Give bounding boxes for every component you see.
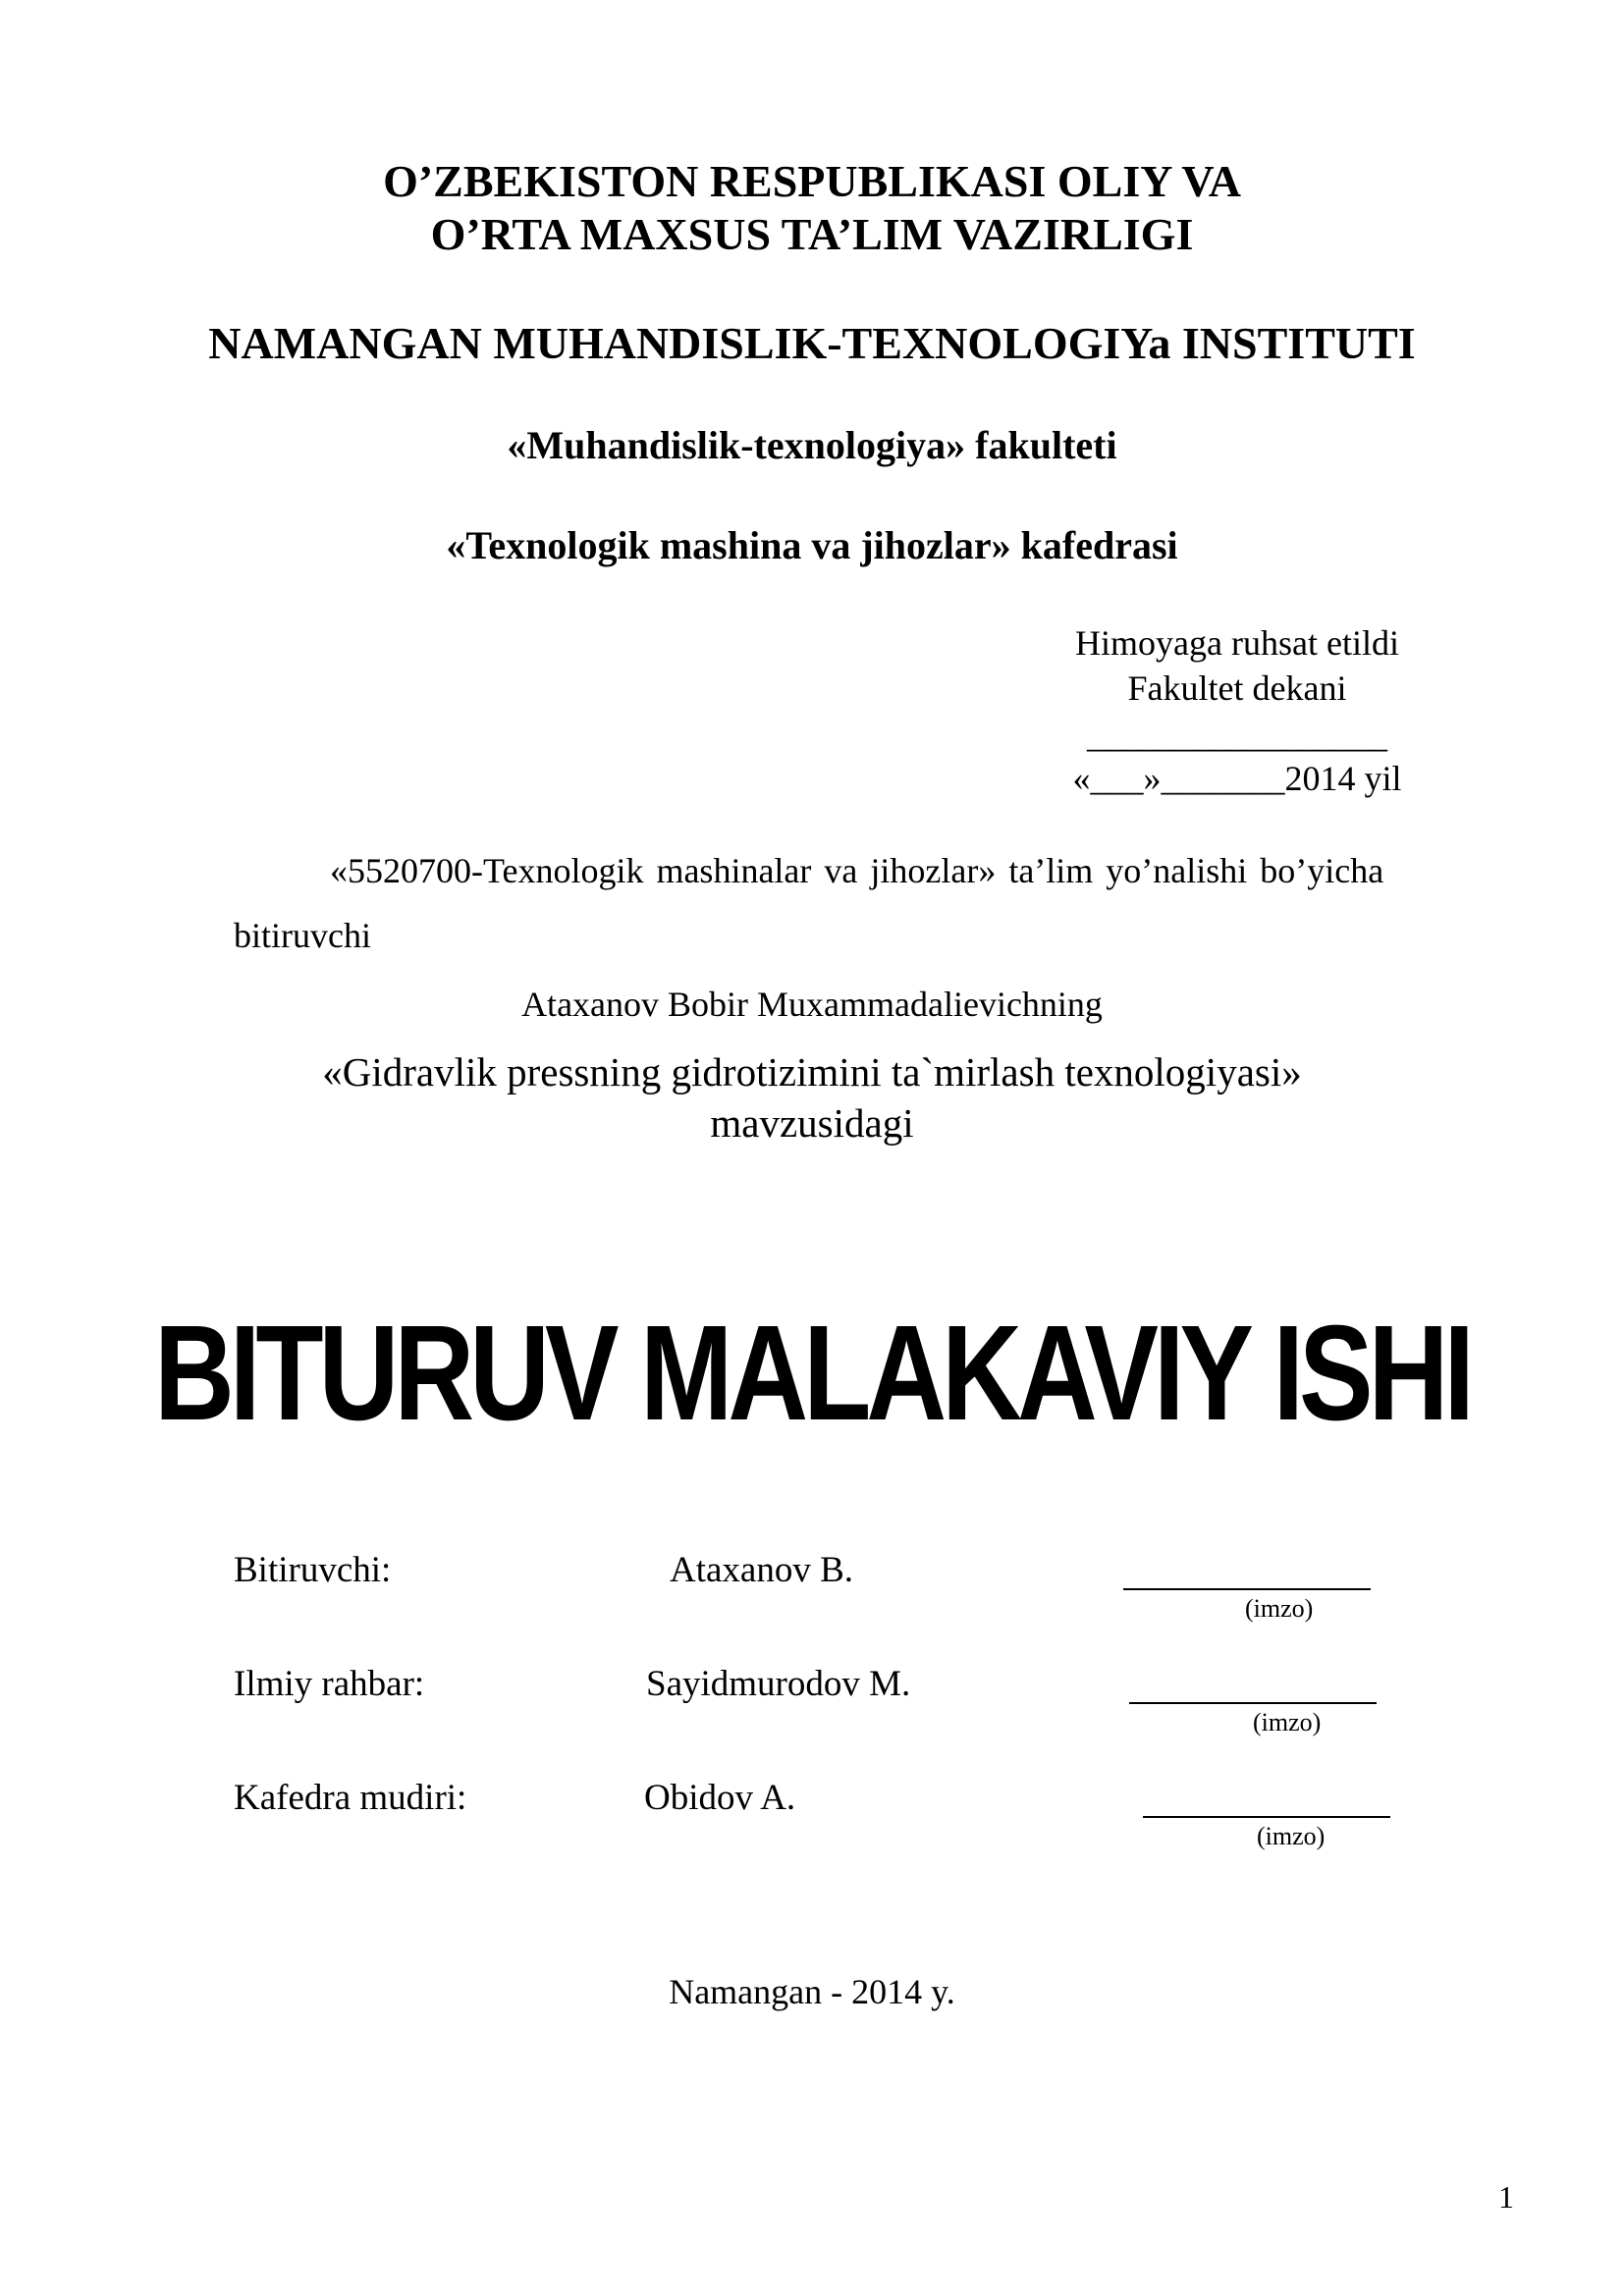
signature-line — [1123, 1588, 1371, 1590]
signature-note: (imzo) — [1257, 1822, 1326, 1850]
thesis-topic: «Gidravlik pressning gidrotizimini ta`mirlash texnologiyasi» — [322, 1049, 1302, 1095]
thesis-topic-suffix: mavzusidagi — [710, 1100, 914, 1146]
signature-name: Obidov A. — [644, 1778, 796, 1818]
approval-line-1: Himoyaga ruhsat etildi — [1075, 623, 1399, 663]
graduate-word: bitiruvchi — [234, 916, 371, 955]
signature-note: (imzo) — [1253, 1708, 1322, 1736]
direction-line: «5520700-Texnologik mashinalar va jihozlar» ta’lim yo’nalishi bo’yicha — [330, 851, 1384, 890]
signature-name: Sayidmurodov M. — [646, 1664, 911, 1704]
approval-date-line: «___»_______2014 yil — [1072, 759, 1402, 798]
place-and-year: Namangan - 2014 y. — [669, 1972, 955, 2011]
document-title: BITURUV MALAKAVIY ISHI — [154, 1298, 1470, 1449]
signature-line — [1129, 1702, 1377, 1704]
institute-name: NAMANGAN MUHANDISLIK-TEXNOLOGIYa INSTITUTI — [208, 318, 1416, 368]
ministry-title-line-1: O’ZBEKISTON RESPUBLIKASI OLIY VA — [383, 156, 1241, 206]
department-name: «Texnologik mashina va jihozlar» kafedrasi — [446, 523, 1178, 567]
approval-line-2: Fakultet dekani — [1127, 668, 1347, 708]
student-name: Ataxanov Bobir Muxammadalievichning — [521, 985, 1103, 1024]
approval-signature-line: _________________ — [1087, 716, 1387, 755]
signature-role: Kafedra mudiri: — [234, 1778, 467, 1818]
ministry-title-line-2: O’RTA MAXSUS TA’LIM VAZIRLIGI — [430, 209, 1194, 259]
signature-line — [1143, 1816, 1390, 1818]
signature-role: Ilmiy rahbar: — [234, 1664, 425, 1704]
signature-role: Bitiruvchi: — [234, 1550, 392, 1590]
signature-name: Ataxanov B. — [670, 1550, 854, 1590]
page-number: 1 — [1498, 2179, 1514, 2215]
faculty-name: «Muhandislik-texnologiya» fakulteti — [507, 423, 1117, 467]
signature-note: (imzo) — [1245, 1594, 1314, 1623]
